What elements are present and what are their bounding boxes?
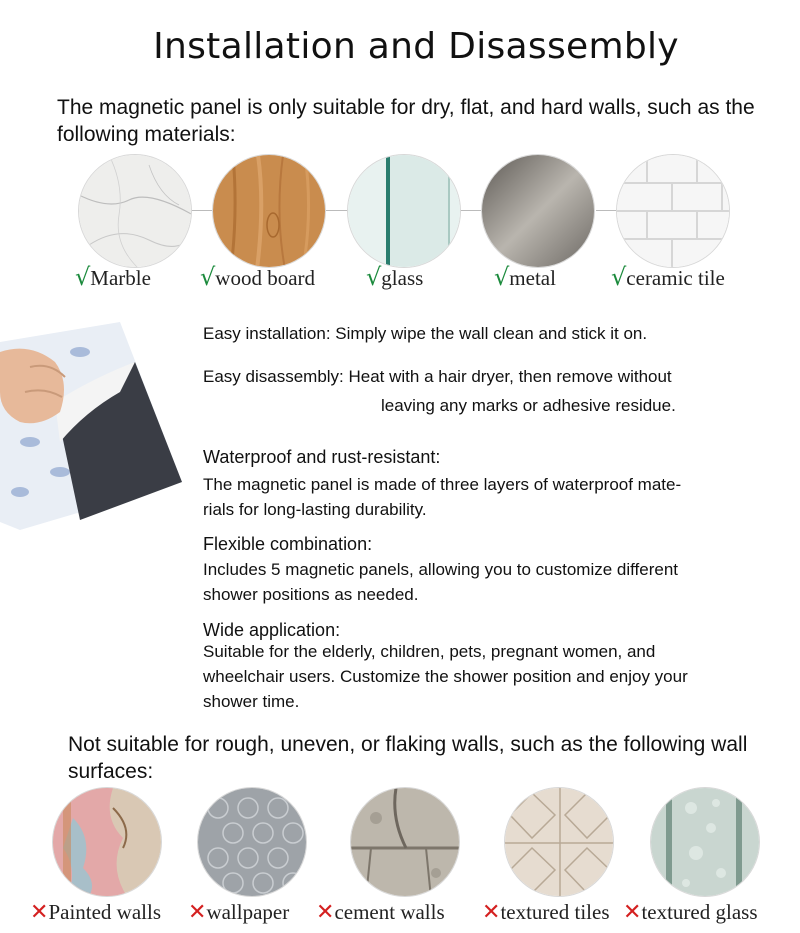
check-icon: √ (611, 263, 627, 291)
easy-installation: Easy installation: Simply wipe the wall clean and stick it on. (203, 324, 648, 343)
wide-body2: wheelchair users. Customize the shower position and enjoy your (203, 667, 688, 686)
wide-heading: Wide application: (203, 620, 341, 640)
suitable-label: √wood board (200, 263, 316, 291)
marble-swatch (78, 154, 192, 268)
cement-wall-swatch (350, 787, 460, 897)
cross-icon: ✕ (623, 900, 642, 925)
cross-icon: ✕ (30, 900, 49, 925)
check-icon: √ (366, 263, 382, 291)
easy-disassembly: Easy disassembly: Heat with a hair dryer, then remove without (203, 367, 672, 386)
check-icon: √ (75, 263, 91, 291)
ceramic-tile-swatch (616, 154, 730, 268)
flexible-heading: Flexible combination: (203, 534, 373, 554)
page-title: Installation and Disassembly (153, 26, 679, 67)
intro-text: The magnetic panel is only suitable for dry, flat, and hard walls, such as the following materials: (57, 96, 755, 146)
suitable-label: √metal (494, 263, 556, 291)
unsuitable-label: ✕Painted walls (30, 900, 162, 925)
unsuitable-text: Not suitable for rough, uneven, or flaking walls, such as the following wall surfaces: (68, 733, 748, 783)
flexible-body2: shower positions as needed. (203, 585, 419, 604)
metal-swatch (481, 154, 595, 268)
unsuitable-label: ✕cement walls (316, 900, 445, 925)
wide-body1: Suitable for the elderly, children, pets, pregnant women, and (203, 642, 656, 661)
textured-tiles-swatch (504, 787, 614, 897)
unsuitable-label: ✕textured tiles (482, 900, 610, 925)
wide-body3: shower time. (203, 692, 300, 711)
waterproof-heading: Waterproof and rust-resistant: (203, 447, 441, 467)
cross-icon: ✕ (188, 900, 207, 925)
cross-icon: ✕ (482, 900, 501, 925)
glass-swatch (347, 154, 461, 268)
wood-swatch (212, 154, 326, 268)
check-icon: √ (494, 263, 510, 291)
hand-peeling-panel-image (0, 322, 182, 530)
suitable-label: √glass (366, 263, 424, 291)
waterproof-body2: rials for long-lasting durability. (203, 500, 427, 519)
painted-wall-swatch (52, 787, 162, 897)
suitable-label: √Marble (75, 263, 151, 291)
wallpaper-swatch (197, 787, 307, 897)
unsuitable-label: ✕textured glass (623, 900, 758, 925)
textured-glass-swatch (650, 787, 760, 897)
flexible-body1: Includes 5 magnetic panels, allowing you to customize different (203, 560, 679, 579)
easy-disassembly-cont: leaving any marks or adhesive residue. (381, 396, 676, 415)
waterproof-body1: The magnetic panel is made of three layers of waterproof mate- (203, 475, 682, 494)
cross-icon: ✕ (316, 900, 335, 925)
check-icon: √ (200, 263, 216, 291)
suitable-label: √ceramic tile (611, 263, 725, 291)
unsuitable-label: ✕wallpaper (188, 900, 290, 925)
